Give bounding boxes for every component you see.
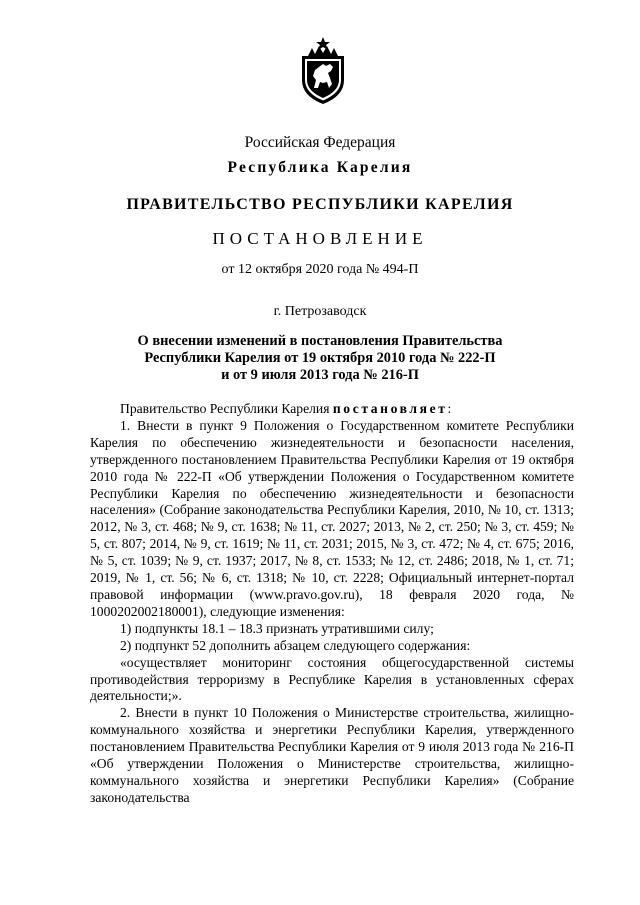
decree-verb: постановляет: [332, 401, 448, 416]
intro-suffix: :: [447, 401, 452, 416]
subject-line: Республики Карелия от 19 октября 2010 года № 222-П: [144, 350, 496, 366]
subject-line: О внесении изменений в постановления Правительства: [137, 333, 503, 349]
government-title: ПРАВИТЕЛЬСТВО РЕСПУБЛИКИ КАРЕЛИЯ: [126, 196, 514, 213]
document-type: ПОСТАНОВЛЕНИЕ: [212, 229, 428, 248]
subject-line: и от 9 июля 2013 года № 216-П: [221, 367, 419, 383]
document-body: [90, 401, 574, 807]
date-and-number: от 12 октября 2020 года № 494-П: [221, 262, 419, 277]
republic-name: Республика Карелия: [227, 159, 413, 176]
document-subject: [0, 333, 640, 384]
quoted-addition: «осуществляет мониторинг состояния общегосударственной системы противодействия терроризму в Республике Карелия в установленных сферах деятельности;».: [90, 654, 574, 704]
paragraph-2: 2. Внести в пункт 10 Положения о Министерстве строительства, жилищно-коммунального хозяйства и энергетики Республики Карелия, утвержденного постановлением Правительства Республики Карелия от 9 июля 2013 года № 216-П «Об утверждении Положения о Министерстве строительства, жилищно-коммунального хозяйства и энергетики Республики Карелия» (Собрание законодательства: [90, 705, 574, 805]
subparagraph-1: 1) подпункты 18.1 – 18.3 признать утратившими силу;: [120, 620, 434, 636]
intro-prefix: Правительство Республики Карелия: [120, 401, 333, 416]
coat-of-arms-icon: [296, 36, 350, 106]
federation-name: Российская Федерация: [244, 134, 396, 151]
city: г. Петрозаводск: [273, 304, 367, 319]
subparagraph-2: 2) подпункт 52 дополнить абзацем следующего содержания:: [120, 637, 471, 653]
paragraph-1: 1. Внести в пункт 9 Положения о Государственном комитете Республики Карелия по обеспечению жизнедеятельности и безопасности населения, утвержденного постановлением Правительства Республики Карелия от 19 октября 2010 года № 222-П «Об утверждении Положения о Государственном комитете Республики Карелия по обеспечению жизнедеятельности и безопасности населения» (Собрание законодательства Республики Карелия, 2010, № 10, ст. 1313; 2012, № 3, ст. 468; № 9, ст. 1638; № 11, ст. 2027; 2013, № 2, ст. 250; № 3, ст. 459; № 5, ст. 807; 2014, № 9, ст. 1619; № 11, ст. 2031; 2015, № 3, ст. 472; № 4, ст. 675; 2016, № 5, ст. 1039; № 9, ст. 1937; 2017, № 8, ст. 1533; № 12, ст. 2486; 2018, № 1, ст. 71; 2019, № 1, ст. 56; № 6, ст. 1318; № 10, ст. 2228; Официальный интернет-портал правовой информации (www.pravo.gov.ru), 18 февраля 2020 года, № 1000202002180001), следующие изменения:: [90, 417, 574, 619]
intro-paragraph: [90, 401, 574, 418]
